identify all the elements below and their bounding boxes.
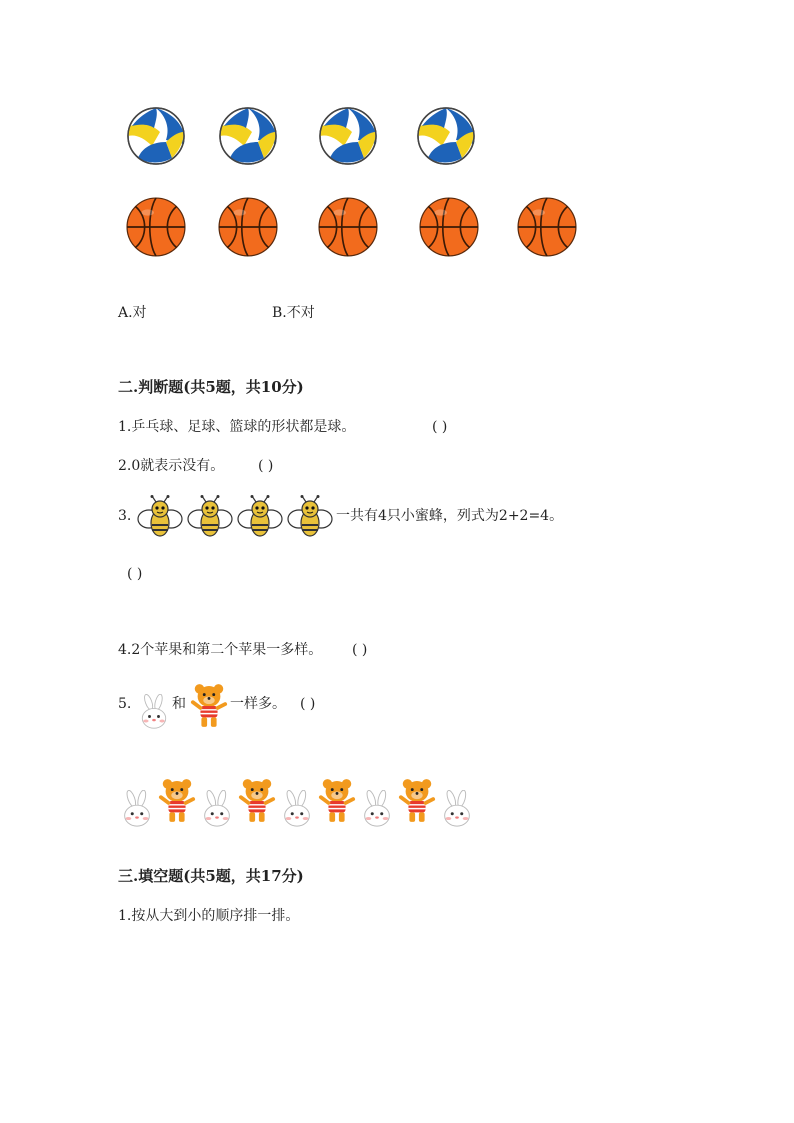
answer-blank-3[interactable]: ( ) [127,566,143,582]
volleyball-icon [318,106,378,166]
bee-icon [235,495,285,539]
option-b: B.不对 [272,305,315,321]
bear-icon [318,776,356,826]
bee-icon [135,495,185,539]
judge-question-5-number: 5. [118,696,132,712]
answer-blank-5[interactable]: ( ) [300,696,316,712]
bear-icon [190,683,228,729]
answer-blank-2[interactable]: ( ) [258,458,274,474]
judge-question-5-text: 一样多。 [230,696,286,712]
rabbit-icon [118,790,156,828]
rabbit-icon [198,790,236,828]
basketball-icon [217,196,279,258]
judge-question-4: 4.2个苹果和第二个苹果一多样。 [118,642,323,658]
judge-question-5-and: 和 [172,696,186,712]
judge-question-1: 1.乒乓球、足球、篮球的形状都是球。 [118,419,356,435]
section-heading-fill-in: 三.填空题(共5题，共17分) [118,867,304,885]
fill-question-1: 1.按从大到小的顺序排一排。 [118,908,300,924]
volleyball-icon [416,106,476,166]
rabbit-icon [278,790,316,828]
answer-blank-1[interactable]: ( ) [432,419,448,435]
basketball-icon [125,196,187,258]
volleyball-icon [218,106,278,166]
answer-blank-4[interactable]: ( ) [352,642,368,658]
volleyball-icon [126,106,186,166]
rabbit-icon [358,790,396,828]
bear-icon [398,776,436,826]
basketball-icon [418,196,480,258]
judge-question-3-number: 3. [118,508,132,524]
bear-icon [158,776,196,826]
bear-icon [238,776,276,826]
bee-icon [185,495,235,539]
judge-question-3-text: 一共有4只小蜜蜂，列式为2+2=4。 [336,508,564,524]
option-a: A.对 [118,305,147,321]
bee-icon [285,495,335,539]
section-heading-judgement: 二.判断题(共5题，共10分) [118,378,304,396]
basketball-icon [317,196,379,258]
judge-question-2: 2.0就表示没有。 [118,458,225,474]
basketball-icon [516,196,578,258]
rabbit-icon [438,790,476,828]
rabbit-icon [136,694,172,730]
